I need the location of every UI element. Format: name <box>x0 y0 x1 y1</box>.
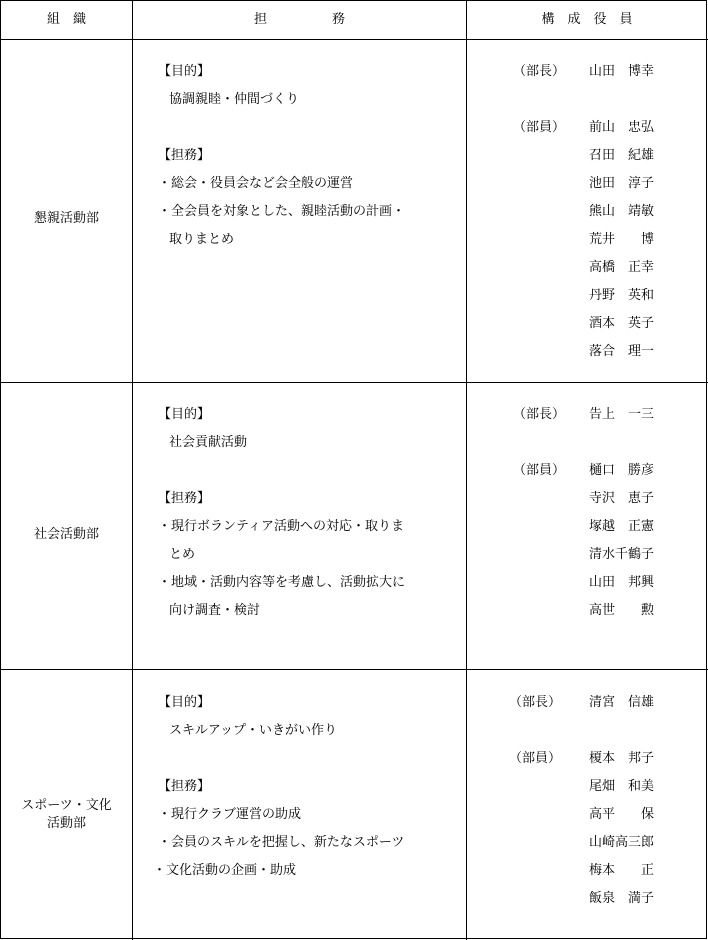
member-name: 梅本 正 <box>589 863 655 878</box>
member-name: 飯泉 満子 <box>589 891 655 906</box>
member-name: 尾畑 和美 <box>589 779 655 794</box>
leader-name: 山田 博幸 <box>589 64 655 79</box>
purpose-text: 協調親睦・仲間づくり <box>169 92 300 107</box>
column-divider <box>132 1 133 940</box>
member-name: 山田 邦興 <box>589 575 655 590</box>
leader-name: 告上 一三 <box>589 407 655 422</box>
org-name: 社会活動部 <box>33 527 99 542</box>
duty-item: ・会員のスキルを把握し、新たなスポーツ <box>158 835 405 850</box>
member-name: 熊山 靖敏 <box>589 204 655 219</box>
purpose-label: 【目的】 <box>158 64 211 79</box>
member-name: 丹野 英和 <box>589 288 655 303</box>
member-name: 酒本 英子 <box>589 316 655 331</box>
duty-item: とめ <box>169 547 196 562</box>
purpose-text: スキルアップ・いきがい作り <box>169 723 337 738</box>
member-name: 落合 理一 <box>589 344 655 359</box>
duty-label: 【担務】 <box>158 148 211 163</box>
row-divider <box>1 39 708 40</box>
header-duty: 担 務 <box>253 12 345 27</box>
member-name: 召田 紀雄 <box>589 148 655 163</box>
org-name: スポーツ・文化 <box>21 798 112 813</box>
duty-item: ・現行クラブ運営の助成 <box>158 807 302 822</box>
member-name: 榎本 邦子 <box>589 751 655 766</box>
purpose-text: 社会貢献活動 <box>169 435 248 450</box>
member-name: 清水千鶴子 <box>589 547 655 562</box>
member-role: （部員） <box>513 120 566 135</box>
duty-item: ・現行ボランティア活動への対応・取りま <box>158 519 404 534</box>
duty-item: ・文化活動の企画・助成 <box>153 863 297 878</box>
member-name: 樋口 勝彦 <box>589 463 655 478</box>
duty-item: ・地域・活動内容等を考慮し、活動拡大に <box>158 575 406 590</box>
member-name: 高橋 正幸 <box>589 260 655 275</box>
duty-item: 取りまとめ <box>169 232 235 247</box>
duty-item: ・総会・役員会など会全般の運営 <box>158 176 354 191</box>
org-name: 懇親活動部 <box>33 211 99 226</box>
member-name: 池田 淳子 <box>589 176 655 191</box>
column-divider <box>466 1 467 940</box>
org-name: 活動部 <box>46 816 86 831</box>
leader-role: （部長） <box>509 695 562 710</box>
member-name: 高世 勲 <box>589 603 655 618</box>
header-members: 構 成 役 員 <box>541 12 633 27</box>
member-name: 塚越 正憲 <box>589 519 655 534</box>
duty-label: 【担務】 <box>158 779 211 794</box>
member-name: 前山 忠弘 <box>589 120 655 135</box>
member-name: 山崎高三郎 <box>589 835 655 850</box>
leader-role: （部長） <box>513 407 566 422</box>
member-role: （部員） <box>509 751 562 766</box>
member-name: 寺沢 恵子 <box>589 491 655 506</box>
member-name: 高平 保 <box>589 807 655 822</box>
duty-label: 【担務】 <box>158 491 211 506</box>
member-role: （部員） <box>513 463 566 478</box>
row-divider <box>1 382 708 383</box>
purpose-label: 【目的】 <box>158 695 211 710</box>
row-divider <box>1 669 708 670</box>
leader-name: 清宮 信雄 <box>589 695 655 710</box>
header-org: 組 織 <box>46 12 86 27</box>
duty-item: ・全会員を対象とした、親睦活動の計画・ <box>158 204 406 219</box>
member-name: 荒井 博 <box>589 232 655 247</box>
duty-item: 向け調査・検討 <box>169 603 261 618</box>
purpose-label: 【目的】 <box>158 407 211 422</box>
leader-role: （部長） <box>513 64 566 79</box>
